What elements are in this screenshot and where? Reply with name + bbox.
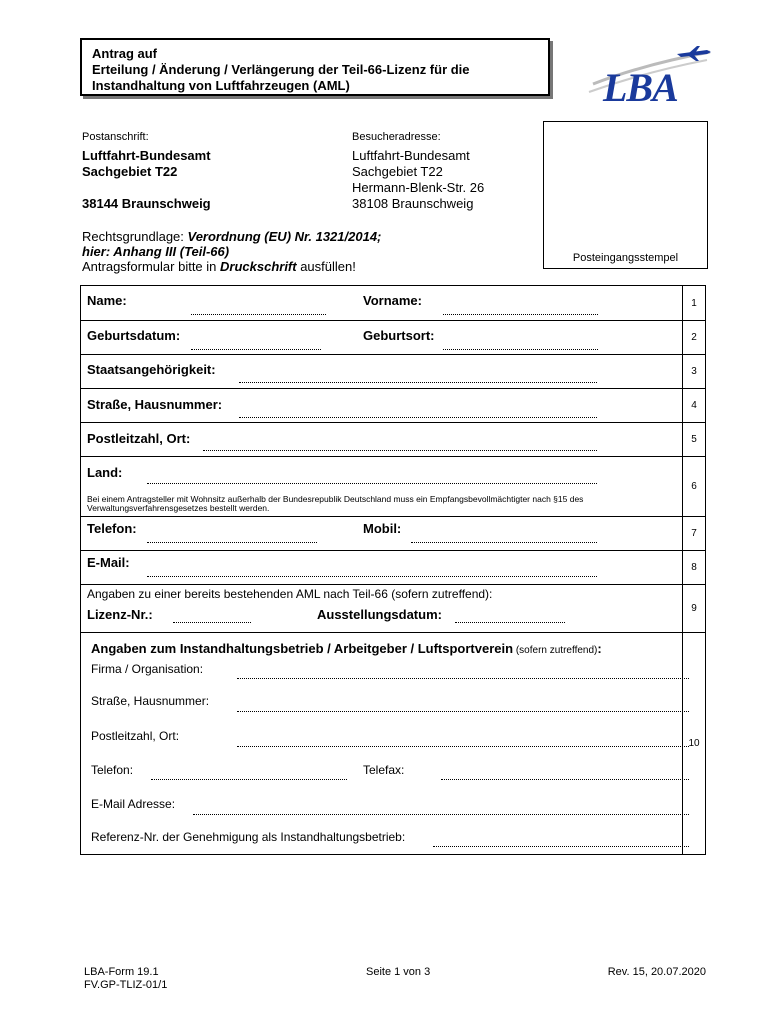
betrieb-title-text: Angaben zum Instandhaltungsbetrieb / Arbeitgeber / Luftsportverein [91, 641, 514, 656]
footer-form-id [84, 966, 167, 992]
row-number: 10 [682, 632, 705, 854]
application-form [80, 285, 706, 855]
ausstellung-label: Ausstellungsdatum: [317, 607, 442, 622]
row-number: 2 [682, 320, 705, 354]
b-strasse-field[interactable] [237, 711, 689, 712]
b-strasse-label: Straße, Hausnummer: [91, 694, 210, 708]
row-number: 4 [682, 388, 705, 422]
b-telefax-label: Telefax: [363, 763, 405, 777]
row-country [81, 456, 705, 517]
geburtsdatum-field[interactable] [191, 349, 321, 350]
ausstellung-field[interactable] [455, 622, 565, 623]
title-line-2: Erteilung / Änderung / Verlängerung der Teil-66-Lizenz für die [92, 62, 470, 77]
lizenz-label: Lizenz-Nr.: [87, 607, 153, 622]
name-label: Name: [87, 293, 127, 308]
row-number: 9 [682, 584, 705, 632]
land-label: Land: [87, 465, 123, 480]
row-birth [81, 320, 705, 355]
name-field[interactable] [191, 314, 326, 315]
vorname-label: Vorname: [363, 293, 422, 308]
b-email-label: E-Mail Adresse: [91, 797, 176, 811]
visit-address [352, 129, 484, 212]
telefon-field[interactable] [147, 542, 317, 543]
lizenz-field[interactable] [173, 622, 251, 623]
b-referenz-label: Referenz-Nr. der Genehmigung als Instandhaltungsbetrieb: [91, 830, 406, 844]
land-note: Bei einem Antragsteller mit Wohnsitz außerhalb der Bundesrepublik Deutschland muss ein Empfangsbevollmächtigter nach §15 des Verwaltungsverfahrensgesetzes bestellt werden. [87, 494, 584, 513]
instr-pre: Antragsformular bitte in [82, 259, 221, 274]
betrieb-colon: : [597, 641, 602, 656]
visit-label: Besucheradresse: [352, 131, 441, 143]
b-plz-label: Postleitzahl, Ort: [91, 729, 180, 743]
row-number: 8 [682, 550, 705, 584]
row-nationality [81, 354, 705, 389]
betrieb-suffix: (sofern zutreffend) [513, 645, 598, 656]
row-number: 5 [682, 422, 705, 456]
instr-em: Druckschrift [220, 259, 297, 274]
row-aml [81, 584, 705, 633]
row-phone [81, 516, 705, 551]
form-title-box [80, 38, 550, 96]
legal-prefix: Rechtsgrundlage: [82, 229, 188, 244]
staat-field[interactable] [239, 382, 597, 383]
staat-label: Staatsangehörigkeit: [87, 362, 216, 377]
visit-line-2: Sachgebiet T22 [352, 164, 443, 179]
b-referenz-field[interactable] [433, 846, 689, 847]
visit-line-4: 38108 Braunschweig [352, 196, 474, 211]
form-id: LBA-Form 19.1 [84, 966, 159, 978]
email-field[interactable] [147, 576, 597, 577]
row-number: 3 [682, 354, 705, 388]
row-street [81, 388, 705, 423]
email-label: E-Mail: [87, 555, 130, 570]
postal-line-2: Sachgebiet T22 [82, 164, 178, 179]
stamp-label: Posteingangsstempel [572, 252, 679, 264]
geburtsdatum-label: Geburtsdatum: [87, 328, 181, 343]
firma-label: Firma / Organisation: [91, 662, 204, 676]
visit-line-1: Luftfahrt-Bundesamt [352, 148, 470, 163]
mobil-label: Mobil: [363, 521, 402, 536]
postal-address [82, 129, 211, 212]
b-email-field[interactable] [193, 814, 689, 815]
legal-basis [82, 229, 381, 274]
visit-line-3: Hermann-Blenk-Str. 26 [352, 180, 485, 195]
footer-page: Seite 1 von 3 [366, 966, 431, 978]
b-plz-field[interactable] [237, 746, 689, 747]
b-telefon-label: Telefon: [91, 763, 134, 777]
betrieb-title [91, 641, 602, 656]
form-code: FV.GP-TLIZ-01/1 [84, 979, 168, 991]
b-telefon-field[interactable] [151, 779, 347, 780]
strasse-label: Straße, Hausnummer: [87, 397, 223, 412]
aml-intro: Angaben zu einer bereits bestehenden AML nach Teil-66 (sofern zutreffend): [87, 587, 493, 601]
geburtsort-field[interactable] [443, 349, 598, 350]
geburtsort-label: Geburtsort: [363, 328, 435, 343]
postal-line-1: Luftfahrt-Bundesamt [82, 148, 211, 163]
row-number: 1 [682, 286, 705, 320]
plz-field[interactable] [203, 450, 597, 451]
plz-label: Postleitzahl, Ort: [87, 431, 191, 446]
row-name [81, 286, 705, 321]
instr-post: ausfüllen! [296, 259, 356, 274]
row-zip [81, 422, 705, 457]
mobil-field[interactable] [411, 542, 597, 543]
vorname-field[interactable] [443, 314, 598, 315]
telefon-label: Telefon: [87, 521, 137, 536]
title-line-3: Instandhaltung von Luftfahrzeugen (AML) [92, 78, 350, 93]
lba-logo [585, 44, 715, 110]
land-field[interactable] [147, 483, 597, 484]
postal-label: Postanschrift: [82, 131, 149, 143]
row-number: 6 [682, 456, 705, 516]
title-line-1: Antrag auf [92, 46, 157, 61]
postal-line-3: 38144 Braunschweig [82, 196, 211, 211]
strasse-field[interactable] [239, 417, 597, 418]
logo-text: LBA [603, 65, 678, 110]
firma-field[interactable] [237, 678, 689, 679]
legal-regulation: Verordnung (EU) Nr. 1321/2014; [187, 229, 382, 244]
legal-annex: hier: Anhang III (Teil-66) [82, 244, 230, 259]
b-telefax-field[interactable] [441, 779, 689, 780]
footer-revision: Rev. 15, 20.07.2020 [607, 966, 706, 978]
row-employer [81, 632, 705, 854]
receipt-stamp-box [543, 121, 708, 269]
row-email [81, 550, 705, 585]
row-number: 7 [682, 516, 705, 550]
